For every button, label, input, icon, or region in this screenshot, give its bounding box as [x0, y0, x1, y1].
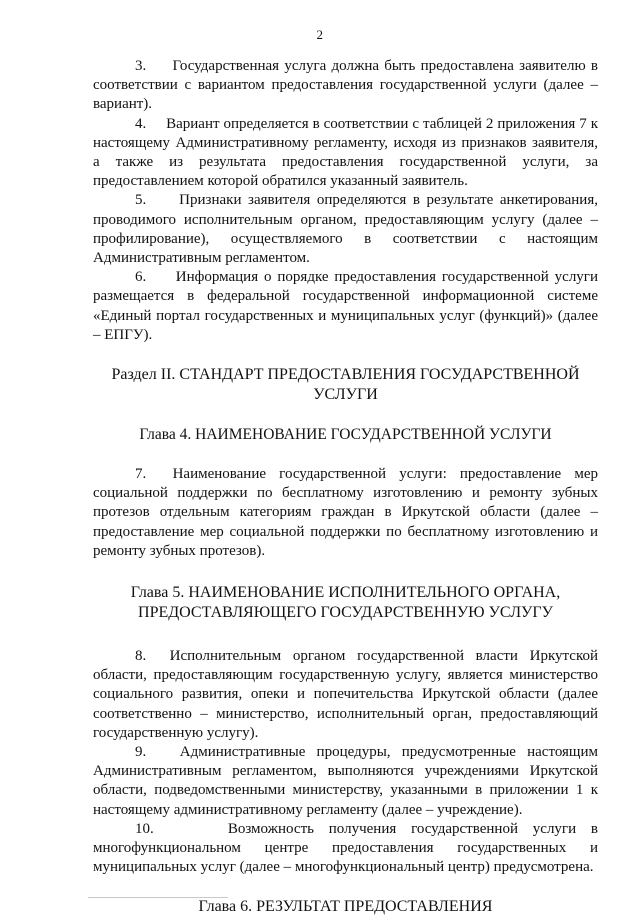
- paragraph-5: 5. Признаки заявителя определяются в результате анкетирования, проводимого исполнительным органом, предоставляющим услугу (далее – профилирование), осуществляемого в соответствии с настоящим Административным регламентом.: [93, 192, 598, 267]
- chapter-5-heading: [93, 583, 598, 623]
- paragraph-3: 3. Государственная услуга должна быть предоставлена заявителю в соответствии с вариантом предоставления государственной услуги (далее – вариант).: [93, 58, 598, 113]
- page-number: 2: [316, 27, 324, 42]
- paragraph-6: 6. Информация о порядке предоставления государственной услуги размещается в федеральной государственной информационной системе «Единый портал государственных и муниципальных услуг (функций)» (далее – ЕПГУ).: [93, 269, 598, 343]
- chapter-6-heading: Глава 6. РЕЗУЛЬТАТ ПРЕДОСТАВЛЕНИЯ: [198, 897, 493, 915]
- document-body: [93, 57, 598, 917]
- chapter-4-heading: Глава 4. НАИМЕНОВАНИЕ ГОСУДАРСТВЕННОЙ УСЛУГИ: [139, 426, 552, 444]
- paragraph-8: 8. Исполнительным органом государственной власти Иркутской области, предоставляющим государственную услугу, является министерство социального развития, опеки и попечительства Иркутской области (далее соответственно – министерство, исполнительный орган, предоставляющий государственную услугу).: [93, 648, 598, 741]
- paragraph-10: 10. Возможность получения государственной услуги в многофункциональном центре предоставления государственных и муниципальных услуг (далее – многофункциональный центр) предусмотрена.: [93, 820, 598, 876]
- chapter-5-heading-line-1: Глава 5. НАИМЕНОВАНИЕ ИСПОЛНИТЕЛЬНОГО ОРГАНА,: [130, 584, 561, 602]
- chapter-5-heading-line-2: ПРЕДОСТАВЛЯЮЩЕГО ГОСУДАРСТВЕННУЮ УСЛУГУ: [138, 604, 553, 622]
- paragraph-4: 4. Вариант определяется в соответствии с таблицей 2 приложения 7 к настоящему Административному регламенту, исходя из признаков заявителя, а также из результата предоставления государственной услуги, за предоставлением которой обратился указанный заявитель.: [93, 115, 598, 190]
- section-heading: Раздел II. СТАНДАРТ ПРЕДОСТАВЛЕНИЯ ГОСУДАРСТВЕННОЙ УСЛУГИ: [111, 366, 580, 404]
- paragraph-9: 9. Административные процедуры, предусмотренные настоящим Административным регламентом, выполняются учреждениями Иркутской области, подведомственными министерству, указанными в приложении 1 к настоящему административному регламенту (далее – учреждение).: [93, 744, 598, 818]
- paragraph-7: 7. Наименование государственной услуги: предоставление мер социальной поддержки по бесплатному изготовлению и ремонту зубных протезов отдельным категориям граждан в Иркутской области (далее – предоставление мер социальной поддержки по бесплатному изготовлению и ремонту зубных протезов).: [93, 466, 598, 559]
- bottom-divider: [88, 897, 228, 898]
